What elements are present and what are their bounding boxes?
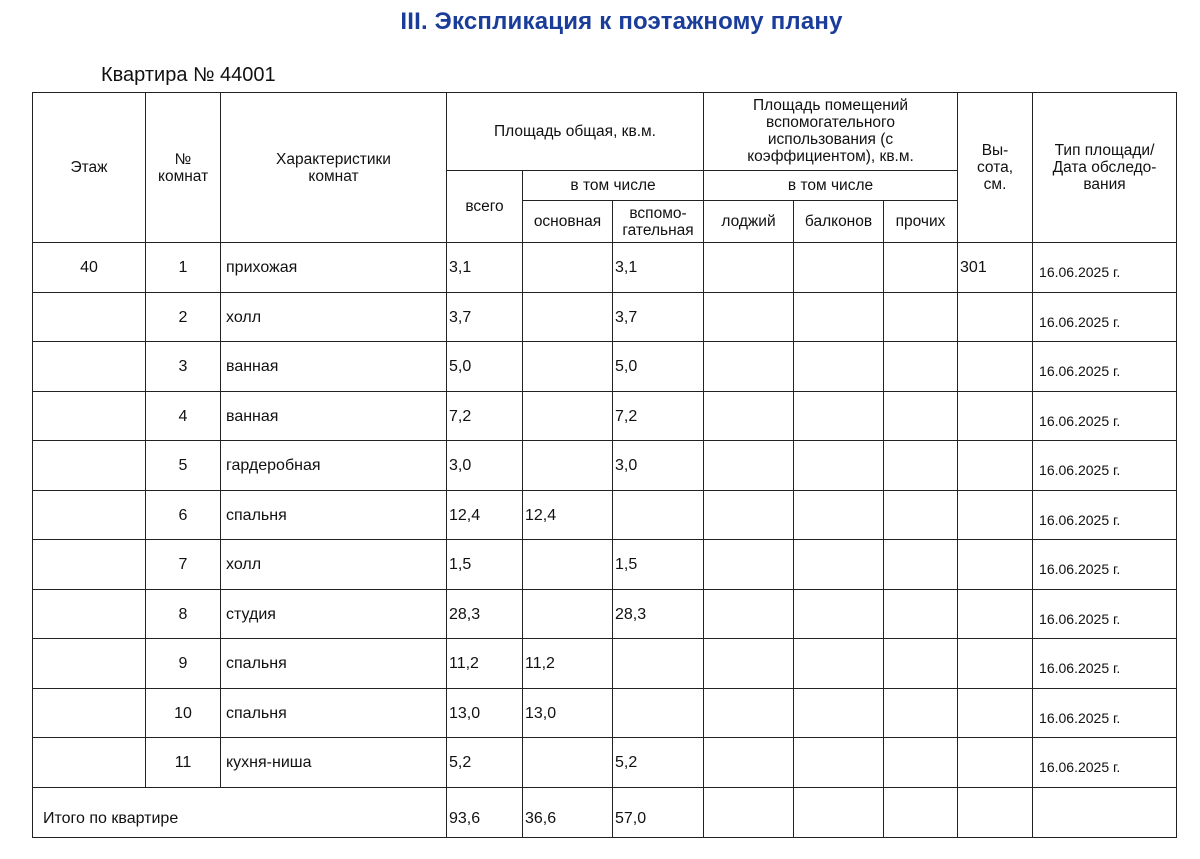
table-row — [33, 292, 1177, 342]
cell-balconies — [794, 342, 884, 392]
cell-aux-area: 5,0 — [613, 342, 704, 392]
cell-room-name: холл — [221, 540, 447, 590]
table-row — [33, 391, 1177, 441]
header-including-aux: в том числе — [704, 171, 958, 201]
cell-room-name: ванная — [221, 342, 447, 392]
cell-floor: 40 — [33, 243, 146, 293]
cell-loggias — [704, 639, 794, 689]
cell-other — [884, 639, 958, 689]
cell-main-area — [523, 342, 613, 392]
cell-room-name: холл — [221, 292, 447, 342]
cell-balconies — [794, 738, 884, 788]
cell-aux-area: 3,0 — [613, 441, 704, 491]
cell-height — [958, 639, 1033, 689]
total-row — [33, 787, 1177, 837]
cell-room-name: прихожая — [221, 243, 447, 293]
table-row — [33, 490, 1177, 540]
cell-loggias — [704, 243, 794, 293]
cell-date: 16.06.2025 г. — [1033, 738, 1177, 788]
header-total-area: Площадь общая, кв.м. — [447, 93, 704, 171]
cell-balconies — [794, 490, 884, 540]
cell-total-area: 11,2 — [447, 639, 523, 689]
cell-floor — [33, 738, 146, 788]
cell-balconies — [794, 292, 884, 342]
cell-loggias — [704, 441, 794, 491]
cell-aux-area: 3,1 — [613, 243, 704, 293]
cell-balconies — [794, 243, 884, 293]
cell-loggias — [704, 342, 794, 392]
cell-room-name: ванная — [221, 391, 447, 441]
cell-date: 16.06.2025 г. — [1033, 490, 1177, 540]
cell-loggias — [704, 589, 794, 639]
cell-date: 16.06.2025 г. — [1033, 391, 1177, 441]
cell-room-no: 9 — [146, 639, 221, 689]
cell-floor — [33, 292, 146, 342]
cell-height — [958, 688, 1033, 738]
header-including: в том числе — [523, 171, 704, 201]
table-row — [33, 589, 1177, 639]
cell-loggias — [704, 688, 794, 738]
header-loggias: лоджий — [704, 201, 794, 243]
cell-main-area — [523, 738, 613, 788]
cell-date: 16.06.2025 г. — [1033, 342, 1177, 392]
table-row — [33, 441, 1177, 491]
header-all: всего — [447, 171, 523, 243]
cell-main-area: 13,0 — [523, 688, 613, 738]
cell-main-area — [523, 292, 613, 342]
header-main: основная — [523, 201, 613, 243]
header-auxiliary: вспомо-гательная — [613, 201, 704, 243]
cell-total-area: 28,3 — [447, 589, 523, 639]
cell-aux-area: 1,5 — [613, 540, 704, 590]
cell-room-no: 8 — [146, 589, 221, 639]
cell-other — [884, 243, 958, 293]
cell-loggias — [704, 738, 794, 788]
cell-other — [884, 342, 958, 392]
cell-main-area — [523, 243, 613, 293]
cell-room-name: гардеробная — [221, 441, 447, 491]
cell-floor — [33, 589, 146, 639]
table-row — [33, 688, 1177, 738]
cell-room-no: 10 — [146, 688, 221, 738]
header-aux-area: Площадь помещений вспомогательного использования (с коэффициентом), кв.м. — [704, 93, 958, 171]
cell-floor — [33, 391, 146, 441]
cell-floor — [33, 490, 146, 540]
header-height: Вы-сота, см. — [958, 93, 1033, 243]
cell-loggias — [704, 490, 794, 540]
cell-aux-area — [613, 688, 704, 738]
cell-balconies — [794, 441, 884, 491]
cell-loggias — [704, 292, 794, 342]
cell-date: 16.06.2025 г. — [1033, 441, 1177, 491]
cell-total-area: 7,2 — [447, 391, 523, 441]
cell-loggias — [704, 391, 794, 441]
cell-other — [884, 589, 958, 639]
cell-total-area: 3,0 — [447, 441, 523, 491]
header-balconies: балконов — [794, 201, 884, 243]
cell-room-no: 3 — [146, 342, 221, 392]
cell-other — [884, 391, 958, 441]
cell-height — [958, 292, 1033, 342]
cell-balconies — [794, 639, 884, 689]
header-floor: Этаж — [33, 93, 146, 243]
table-row — [33, 243, 1177, 293]
cell-height — [958, 391, 1033, 441]
cell-total-area: 3,7 — [447, 292, 523, 342]
cell-room-no: 5 — [146, 441, 221, 491]
table-row — [33, 639, 1177, 689]
cell-total-area: 3,1 — [447, 243, 523, 293]
cell-floor — [33, 688, 146, 738]
cell-total-area: 13,0 — [447, 688, 523, 738]
header-room-no: № комнат — [146, 93, 221, 243]
cell-room-no: 2 — [146, 292, 221, 342]
cell-other — [884, 441, 958, 491]
total-area-value: 93,6 — [447, 787, 523, 837]
cell-main-area — [523, 391, 613, 441]
cell-room-name: спальня — [221, 639, 447, 689]
cell-floor — [33, 639, 146, 689]
cell-main-area — [523, 441, 613, 491]
explication-table — [32, 92, 1177, 838]
cell-height — [958, 738, 1033, 788]
cell-other — [884, 540, 958, 590]
header-area-type: Тип площади/ Дата обследо-вания — [1033, 93, 1177, 243]
cell-total-area: 1,5 — [447, 540, 523, 590]
cell-other — [884, 292, 958, 342]
cell-aux-area — [613, 639, 704, 689]
cell-total-area: 5,0 — [447, 342, 523, 392]
cell-room-name: студия — [221, 589, 447, 639]
cell-main-area — [523, 540, 613, 590]
cell-balconies — [794, 589, 884, 639]
cell-date: 16.06.2025 г. — [1033, 589, 1177, 639]
cell-floor — [33, 441, 146, 491]
table-row — [33, 342, 1177, 392]
total-aux-value: 57,0 — [613, 787, 704, 837]
total-label: Итого по квартире — [33, 787, 447, 837]
cell-other — [884, 738, 958, 788]
table-row — [33, 738, 1177, 788]
cell-date: 16.06.2025 г. — [1033, 243, 1177, 293]
cell-height — [958, 589, 1033, 639]
cell-total-area: 5,2 — [447, 738, 523, 788]
cell-room-no: 11 — [146, 738, 221, 788]
cell-main-area: 12,4 — [523, 490, 613, 540]
cell-total-area: 12,4 — [447, 490, 523, 540]
cell-other — [884, 490, 958, 540]
cell-date: 16.06.2025 г. — [1033, 292, 1177, 342]
cell-loggias — [704, 540, 794, 590]
cell-room-no: 7 — [146, 540, 221, 590]
page-title: III. Экспликация к поэтажному плану — [400, 8, 843, 35]
cell-height — [958, 490, 1033, 540]
cell-floor — [33, 342, 146, 392]
cell-date: 16.06.2025 г. — [1033, 639, 1177, 689]
cell-height — [958, 342, 1033, 392]
cell-floor — [33, 540, 146, 590]
cell-height — [958, 441, 1033, 491]
cell-balconies — [794, 688, 884, 738]
cell-room-no: 1 — [146, 243, 221, 293]
cell-main-area: 11,2 — [523, 639, 613, 689]
cell-room-no: 4 — [146, 391, 221, 441]
cell-main-area — [523, 589, 613, 639]
cell-aux-area: 5,2 — [613, 738, 704, 788]
cell-height — [958, 540, 1033, 590]
cell-room-name: спальня — [221, 490, 447, 540]
cell-other — [884, 688, 958, 738]
apartment-label: Квартира № 44001 — [101, 64, 276, 86]
cell-date: 16.06.2025 г. — [1033, 540, 1177, 590]
total-main-value: 36,6 — [523, 787, 613, 837]
cell-room-name: кухня-ниша — [221, 738, 447, 788]
cell-aux-area: 3,7 — [613, 292, 704, 342]
cell-aux-area: 28,3 — [613, 589, 704, 639]
cell-room-no: 6 — [146, 490, 221, 540]
header-characteristics: Характеристики комнат — [221, 93, 447, 243]
cell-aux-area: 7,2 — [613, 391, 704, 441]
header-other: прочих — [884, 201, 958, 243]
cell-date: 16.06.2025 г. — [1033, 688, 1177, 738]
table-row — [33, 540, 1177, 590]
cell-height: 301 — [958, 243, 1033, 293]
cell-aux-area — [613, 490, 704, 540]
cell-room-name: спальня — [221, 688, 447, 738]
cell-balconies — [794, 540, 884, 590]
cell-balconies — [794, 391, 884, 441]
